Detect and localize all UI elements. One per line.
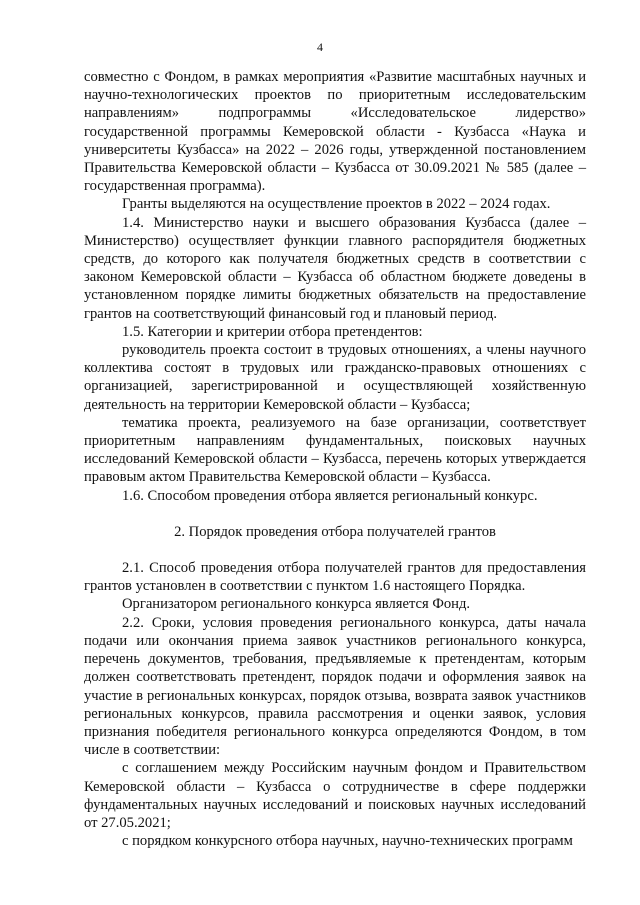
- paragraph: Гранты выделяются на осуществление проектов в 2022 – 2024 годах.: [122, 196, 551, 213]
- paragraph: 1.4. Министерство науки и высшего образования Кузбасса (далее – Министерство) осуществляет функции главного распорядителя бюджетных средств, до которого как получателя бюджетных средств в соответствии с законом Кемеровской области – Кузбасса об областном бюджете доведены в установленном порядке лимиты бюджетных обязательств на предоставление грантов на соответствующий финансовый год и плановый период.: [84, 214, 586, 322]
- paragraph: совместно с Фондом, в рамках мероприятия «Развитие масштабных научных и научно-технологических проектов по приоритетным исследовательским направлениям» подпрограммы «Исследовательское лидерство» государственной программы Кемеровской области - Кузбасса «Наука и университеты Кузбасса» на 2022 – 2026 годы, утвержденной постановлением Правительства Кемеровской области – Кузбасса от 30.09.2021 № 585 (далее – государственная программа).: [84, 69, 586, 195]
- paragraph: 1.6. Способом проведения отбора является региональный конкурс.: [122, 487, 538, 504]
- paragraph: руководитель проекта состоит в трудовых отношениях, а члены научного коллектива состоят в трудовых или гражданско-правовых отношениях с организацией, зарегистрированной и осуществляющей хозяйственную деятельность на территории Кемеровской области – Кузбасса;: [84, 342, 586, 413]
- paragraph: 2.2. Сроки, условия проведения регионального конкурса, даты начала подачи или окончания приема заявок участников регионального конкурса, перечень документов, требования, предъявляемые к претендентам, которым должен соответствовать претендент, порядок подачи и оформления заявок на участие в региональных конкурсах, порядок отзыва, возврата заявок участников региональных конкурсов, правила рассмотрения и оценки заявок, условия признания победителя регионального конкурса определяются Фондом, в том числе в соответствии:: [84, 614, 586, 759]
- section-heading: 2. Порядок проведения отбора получателей грантов: [174, 523, 496, 540]
- paragraph: Организатором регионального конкурса является Фонд.: [122, 596, 471, 613]
- paragraph: тематика проекта, реализуемого на базе организации, соответствует приоритетным направлениям фундаментальных, поисковых научных исследований Кемеровской области – Кузбасса, перечень которых утверждается правовым актом Правительства Кемеровской области – Кузбасса.: [84, 414, 586, 486]
- paragraph: 1.5. Категории и критерии отбора претендентов:: [122, 323, 423, 340]
- document-body: [84, 68, 586, 850]
- paragraph: 2.1. Способ проведения отбора получателей грантов для предоставления грантов установлен в соответствии с пунктом 1.6 настоящего Порядка.: [84, 560, 586, 595]
- paragraph: с порядком конкурсного отбора научных, научно-технических программ: [122, 833, 573, 850]
- page-number: 4: [317, 40, 323, 54]
- paragraph: с соглашением между Российским научным фондом и Правительством Кемеровской области – Кузбасса о сотрудничестве в сфере поддержки фундаментальных научных исследований и поисковых научных исследований от 27.05.2021;: [84, 760, 586, 831]
